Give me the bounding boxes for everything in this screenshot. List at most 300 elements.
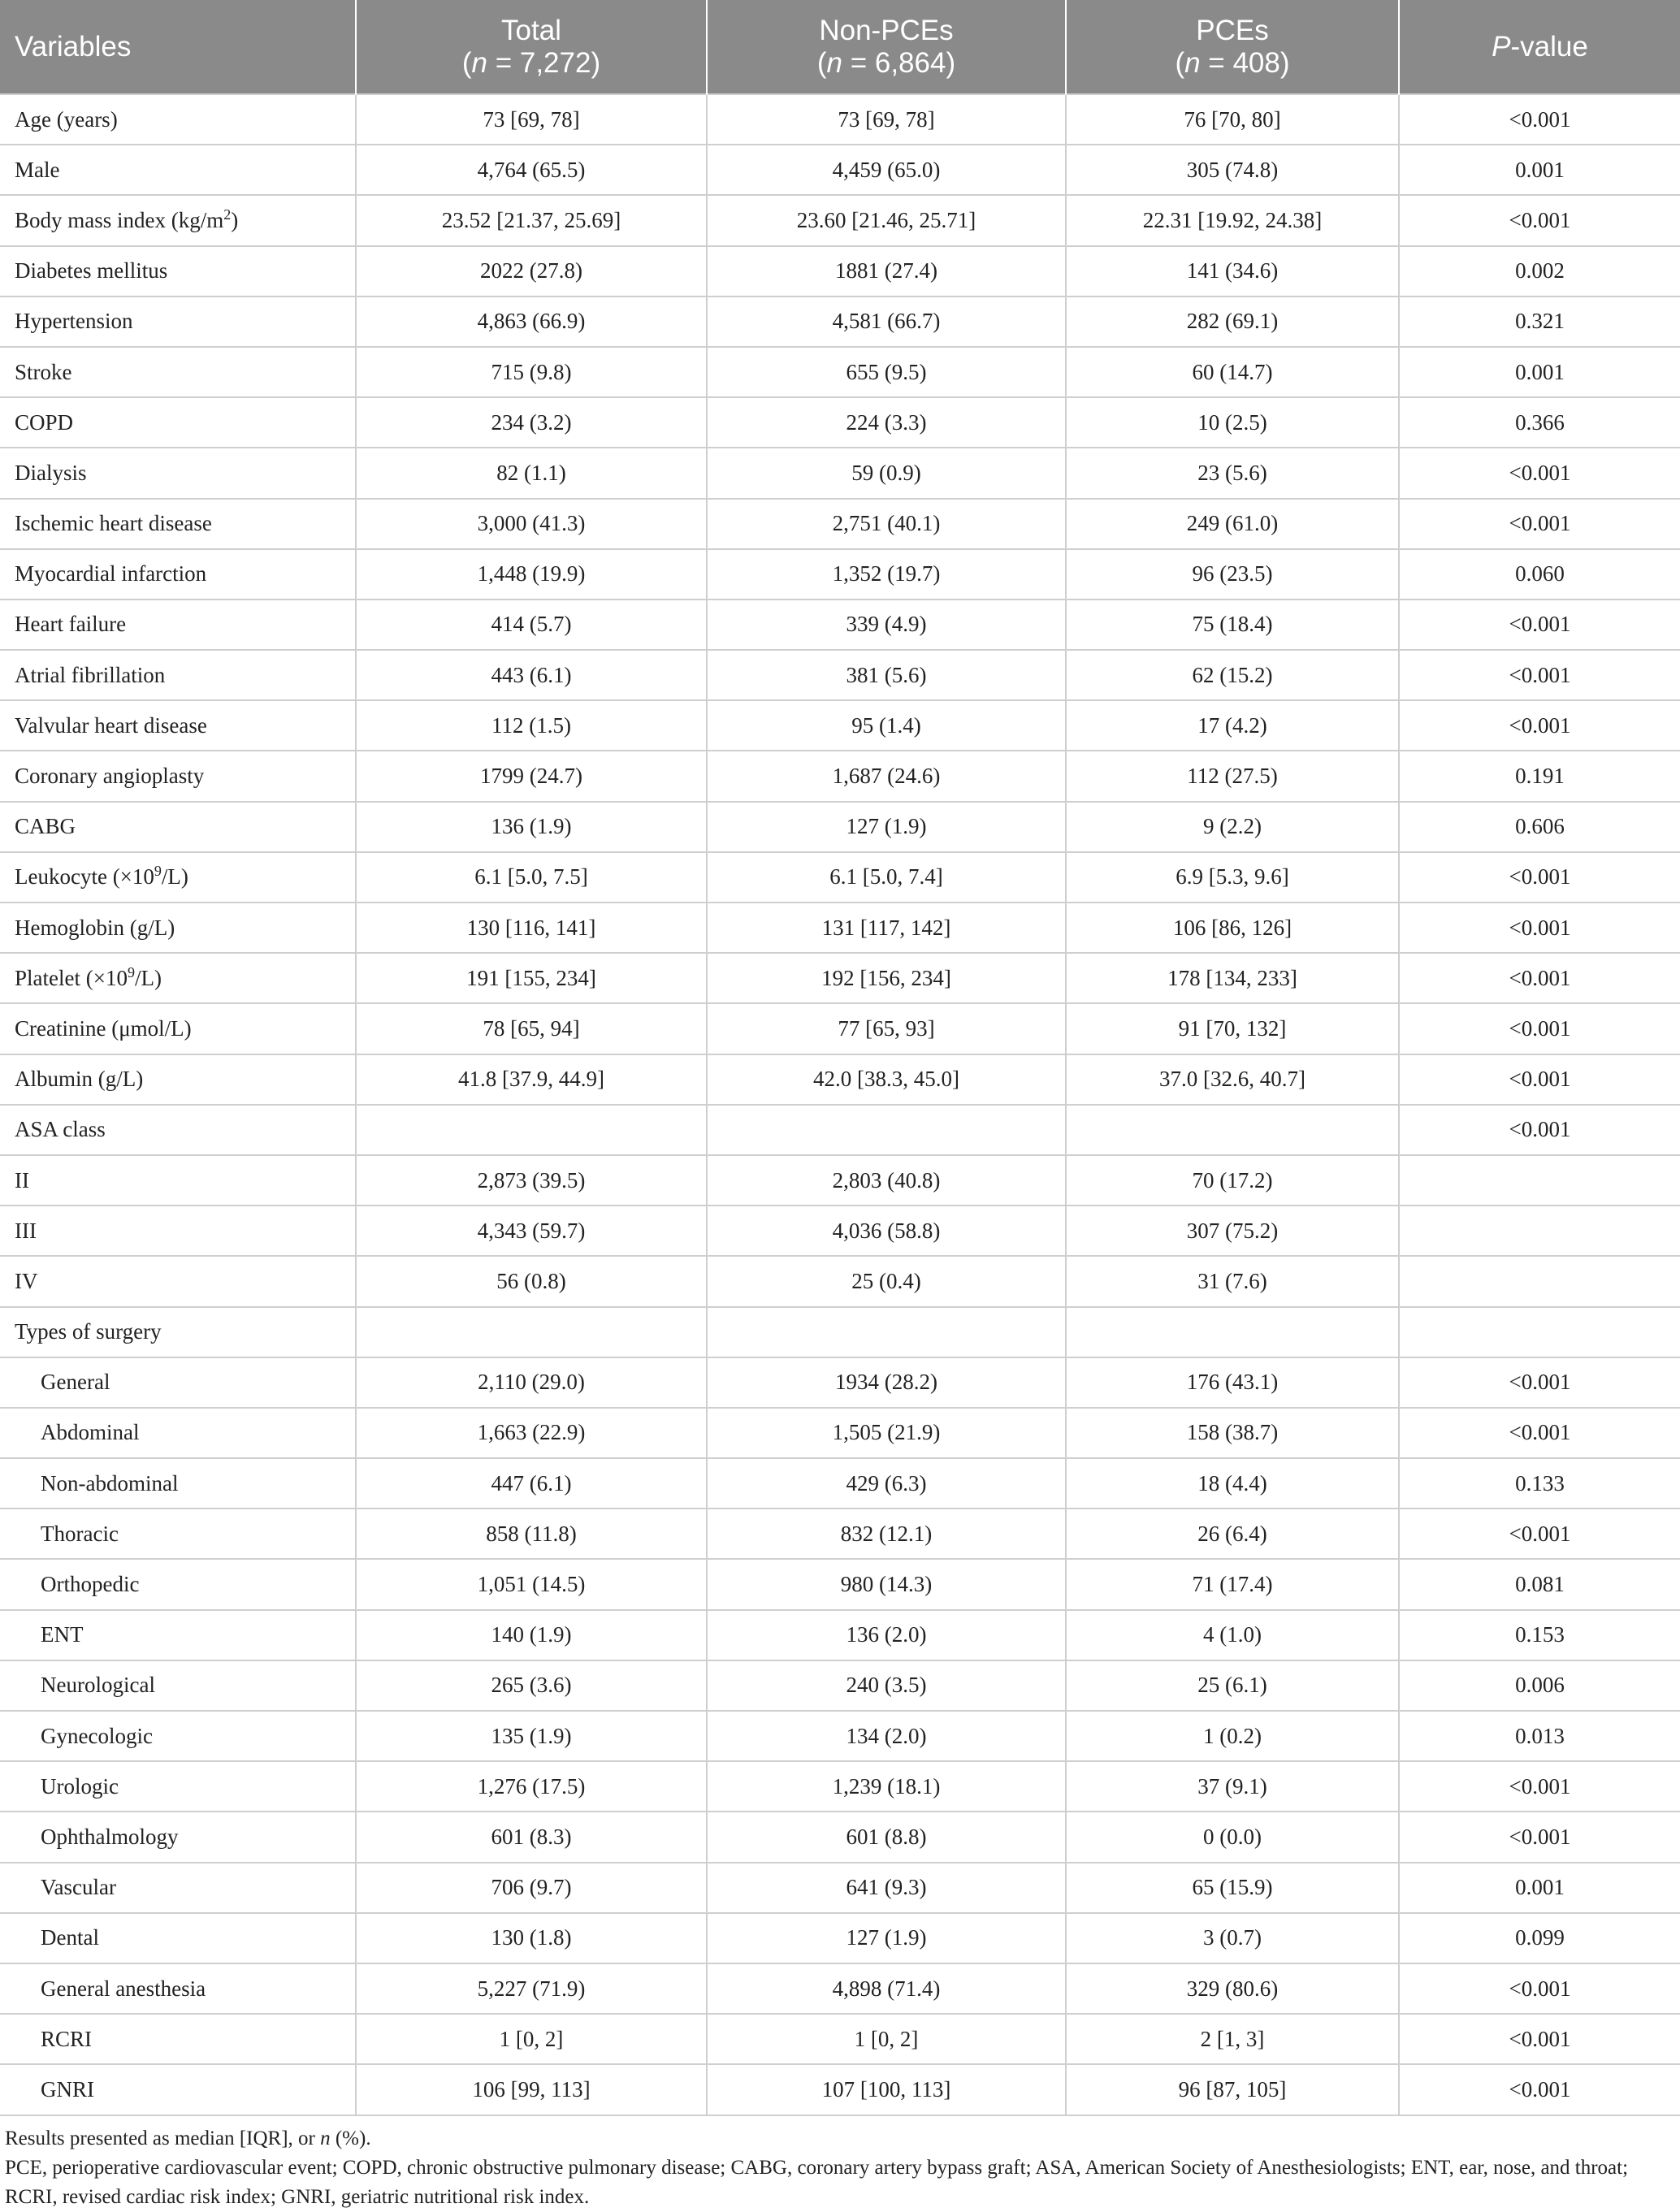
p-value-cell: 0.001 — [1399, 1863, 1680, 1913]
p-value-cell: <0.001 — [1399, 1408, 1680, 1458]
variable-cell — [0, 700, 356, 751]
total-cell: 265 (3.6) — [356, 1660, 707, 1711]
total-cell: 6.1 [5.0, 7.5] — [356, 852, 707, 903]
header-non-pces — [707, 0, 1066, 94]
non-pces-cell: 601 (8.8) — [707, 1812, 1066, 1862]
table-row — [0, 600, 1680, 650]
footnote-results-before: Results presented as median [IQR], or — [5, 2127, 321, 2149]
total-cell: 715 (9.8) — [356, 347, 707, 397]
variable-cell — [0, 1003, 356, 1054]
non-pces-cell: 73 [69, 78] — [707, 94, 1066, 145]
pces-cell: 37.0 [32.6, 40.7] — [1066, 1054, 1399, 1105]
table-row — [0, 1357, 1680, 1408]
variable-cell — [0, 1105, 356, 1155]
variable-label: Age (years) — [15, 106, 118, 132]
p-value-cell: <0.001 — [1399, 195, 1680, 245]
variable-label: III — [15, 1218, 37, 1243]
pces-cell: 2 [1, 3] — [1066, 2014, 1399, 2064]
variable-label: Vascular — [41, 1875, 116, 1900]
pces-cell: 158 (38.7) — [1066, 1408, 1399, 1458]
variable-label: Thoracic — [41, 1521, 119, 1546]
pces-cell: 31 (7.6) — [1066, 1256, 1399, 1306]
variable-label: Neurological — [41, 1673, 155, 1698]
pces-cell: 70 (17.2) — [1066, 1155, 1399, 1206]
p-value-cell: <0.001 — [1399, 903, 1680, 953]
total-cell: 130 [116, 141] — [356, 903, 707, 953]
pces-cell: 6.9 [5.3, 9.6] — [1066, 852, 1399, 903]
table-row — [0, 94, 1680, 145]
pces-cell: 329 (80.6) — [1066, 1963, 1399, 2014]
p-value-cell: <0.001 — [1399, 1812, 1680, 1862]
variable-cell — [0, 1610, 356, 1660]
table-row — [0, 2064, 1680, 2115]
non-pces-cell: 429 (6.3) — [707, 1458, 1066, 1509]
pces-cell: 26 (6.4) — [1066, 1509, 1399, 1559]
variable-label: Ophthalmology — [41, 1824, 179, 1849]
variable-label: General anesthesia — [41, 1976, 206, 2001]
table-row — [0, 751, 1680, 801]
table-row — [0, 1458, 1680, 1509]
p-value-cell: <0.001 — [1399, 1761, 1680, 1812]
pces-cell: 282 (69.1) — [1066, 297, 1399, 347]
variable-cell — [0, 1559, 356, 1609]
variable-label: Body mass index (kg/m — [15, 207, 224, 232]
non-pces-cell: 131 [117, 142] — [707, 903, 1066, 953]
total-cell: 78 [65, 94] — [356, 1003, 707, 1054]
variable-label: Stroke — [15, 359, 72, 384]
total-cell: 73 [69, 78] — [356, 94, 707, 145]
header-pces — [1066, 0, 1399, 94]
table-row — [0, 499, 1680, 549]
p-value-cell: 0.001 — [1399, 145, 1680, 195]
table-row — [0, 2014, 1680, 2064]
table-row — [0, 347, 1680, 397]
total-cell: 4,764 (65.5) — [356, 145, 707, 195]
total-cell: 706 (9.7) — [356, 1863, 707, 1913]
p-value-cell: 0.606 — [1399, 802, 1680, 852]
non-pces-cell: 1 [0, 2] — [707, 2014, 1066, 2064]
non-pces-cell: 134 (2.0) — [707, 1711, 1066, 1761]
variable-label: Dialysis — [15, 460, 87, 485]
header-p-symbol: P — [1492, 30, 1511, 63]
pces-cell: 96 (23.5) — [1066, 549, 1399, 600]
non-pces-cell: 107 [100, 113] — [707, 2064, 1066, 2115]
table-row — [0, 852, 1680, 903]
p-value-cell: 0.321 — [1399, 297, 1680, 347]
variable-cell — [0, 1913, 356, 1963]
header-variables — [0, 0, 356, 94]
variable-label: Abdominal — [41, 1420, 140, 1445]
pces-cell: 3 (0.7) — [1066, 1913, 1399, 1963]
variable-label-superscript: 9 — [127, 963, 135, 980]
table-footnotes — [0, 2116, 1680, 2212]
header-row — [0, 0, 1680, 94]
total-cell: 2,873 (39.5) — [356, 1155, 707, 1206]
non-pces-cell: 381 (5.6) — [707, 650, 1066, 700]
footnote-results — [5, 2124, 1675, 2154]
total-cell: 112 (1.5) — [356, 700, 707, 751]
table-row — [0, 1003, 1680, 1054]
table-row — [0, 397, 1680, 448]
total-cell — [356, 1105, 707, 1155]
variable-cell — [0, 1458, 356, 1509]
variable-cell — [0, 499, 356, 549]
variable-cell — [0, 1357, 356, 1408]
variable-cell — [0, 549, 356, 600]
non-pces-cell: 2,803 (40.8) — [707, 1155, 1066, 1206]
table-row — [0, 1963, 1680, 2014]
header-total-n: (n = 7,272) — [461, 46, 601, 79]
non-pces-cell: 832 (12.1) — [707, 1509, 1066, 1559]
table-row — [0, 1559, 1680, 1609]
footnote-results-n: n — [320, 2127, 331, 2149]
pces-cell: 178 [134, 233] — [1066, 953, 1399, 1003]
variable-cell — [0, 650, 356, 700]
header-non-pces-n: (n = 6,864) — [816, 46, 956, 79]
table-row — [0, 1812, 1680, 1862]
variable-cell — [0, 1509, 356, 1559]
variable-cell — [0, 195, 356, 245]
p-value-cell: <0.001 — [1399, 650, 1680, 700]
total-cell: 443 (6.1) — [356, 650, 707, 700]
table-row — [0, 650, 1680, 700]
header-pces-n-value: = 408) — [1200, 46, 1290, 79]
table-row — [0, 448, 1680, 498]
pces-cell: 65 (15.9) — [1066, 1863, 1399, 1913]
pces-cell: 25 (6.1) — [1066, 1660, 1399, 1711]
p-value-cell: <0.001 — [1399, 1105, 1680, 1155]
variable-label-suffix: /L) — [161, 864, 188, 890]
non-pces-cell: 4,898 (71.4) — [707, 1963, 1066, 2014]
header-pces-n: (n = 408) — [1175, 46, 1290, 79]
variable-label: Ischemic heart disease — [15, 511, 212, 536]
non-pces-cell: 6.1 [5.0, 7.4] — [707, 852, 1066, 903]
header-total-n-value: = 7,272) — [487, 46, 601, 79]
variable-cell — [0, 1963, 356, 2014]
pces-cell: 9 (2.2) — [1066, 802, 1399, 852]
variable-label: Myocardial infarction — [15, 561, 207, 587]
variable-cell — [0, 2064, 356, 2115]
p-value-cell: <0.001 — [1399, 1054, 1680, 1105]
variable-label: Hemoglobin (g/L) — [15, 915, 175, 940]
variable-label: GNRI — [41, 2076, 94, 2102]
variable-label-superscript: 2 — [223, 206, 232, 223]
variable-label-suffix: /L) — [134, 965, 162, 990]
variable-cell — [0, 1206, 356, 1256]
p-value-cell: 0.001 — [1399, 347, 1680, 397]
variable-label: Valvular heart disease — [15, 712, 207, 738]
table-row — [0, 1105, 1680, 1155]
p-value-cell: 0.191 — [1399, 751, 1680, 801]
header-pces-label: PCEs — [1196, 14, 1269, 46]
variable-cell — [0, 297, 356, 347]
non-pces-cell: 339 (4.9) — [707, 600, 1066, 650]
variable-cell — [0, 1307, 356, 1357]
variable-label: CABG — [15, 814, 76, 839]
non-pces-cell: 1934 (28.2) — [707, 1357, 1066, 1408]
non-pces-cell: 224 (3.3) — [707, 397, 1066, 448]
table-row — [0, 1610, 1680, 1660]
total-cell: 140 (1.9) — [356, 1610, 707, 1660]
p-value-cell: <0.001 — [1399, 953, 1680, 1003]
total-cell: 106 [99, 113] — [356, 2064, 707, 2115]
header-variables-label: Variables — [15, 30, 132, 63]
variable-cell — [0, 852, 356, 903]
variable-label: Albumin (g/L) — [15, 1067, 144, 1092]
p-value-cell — [1399, 1206, 1680, 1256]
total-cell: 3,000 (41.3) — [356, 499, 707, 549]
pces-cell: 176 (43.1) — [1066, 1357, 1399, 1408]
p-value-cell: 0.133 — [1399, 1458, 1680, 1509]
p-value-cell: <0.001 — [1399, 1003, 1680, 1054]
pces-cell: 22.31 [19.92, 24.38] — [1066, 195, 1399, 245]
p-value-cell: <0.001 — [1399, 1509, 1680, 1559]
header-total-label: Total — [501, 14, 561, 46]
table-row — [0, 1256, 1680, 1306]
pces-cell: 1 (0.2) — [1066, 1711, 1399, 1761]
non-pces-cell: 127 (1.9) — [707, 1913, 1066, 1963]
p-value-cell: <0.001 — [1399, 1357, 1680, 1408]
total-cell — [356, 1307, 707, 1357]
non-pces-cell: 192 [156, 234] — [707, 953, 1066, 1003]
non-pces-cell: 127 (1.9) — [707, 802, 1066, 852]
non-pces-cell: 1,239 (18.1) — [707, 1761, 1066, 1812]
total-cell: 23.52 [21.37, 25.69] — [356, 195, 707, 245]
table-row — [0, 802, 1680, 852]
variable-label: Male — [15, 157, 60, 182]
total-cell: 1,448 (19.9) — [356, 549, 707, 600]
pces-cell: 0 (0.0) — [1066, 1812, 1399, 1862]
pces-cell: 10 (2.5) — [1066, 397, 1399, 448]
total-cell: 4,863 (66.9) — [356, 297, 707, 347]
non-pces-cell: 240 (3.5) — [707, 1660, 1066, 1711]
pces-cell: 62 (15.2) — [1066, 650, 1399, 700]
p-value-cell: <0.001 — [1399, 499, 1680, 549]
total-cell: 4,343 (59.7) — [356, 1206, 707, 1256]
table-row — [0, 1660, 1680, 1711]
variable-cell — [0, 94, 356, 145]
table-row — [0, 1863, 1680, 1913]
header-pces-n-symbol: n — [1184, 46, 1201, 79]
variable-label: Platelet (×10 — [15, 965, 128, 990]
p-value-cell: 0.006 — [1399, 1660, 1680, 1711]
p-value-cell: 0.099 — [1399, 1913, 1680, 1963]
non-pces-cell: 23.60 [21.46, 25.71] — [707, 195, 1066, 245]
total-cell: 234 (3.2) — [356, 397, 707, 448]
p-value-cell — [1399, 1155, 1680, 1206]
table-row — [0, 953, 1680, 1003]
non-pces-cell: 42.0 [38.3, 45.0] — [707, 1054, 1066, 1105]
total-cell: 1,663 (22.9) — [356, 1408, 707, 1458]
table-row — [0, 1307, 1680, 1357]
table-row — [0, 1509, 1680, 1559]
variable-cell — [0, 1660, 356, 1711]
variable-cell — [0, 145, 356, 195]
footnote-results-after: (%). — [330, 2127, 371, 2149]
total-cell: 601 (8.3) — [356, 1812, 707, 1862]
pces-cell: 91 [70, 132] — [1066, 1003, 1399, 1054]
variable-label: Heart failure — [15, 612, 127, 637]
total-cell: 1,276 (17.5) — [356, 1761, 707, 1812]
total-cell: 2,110 (29.0) — [356, 1357, 707, 1408]
table-header — [0, 0, 1680, 94]
total-cell: 447 (6.1) — [356, 1458, 707, 1509]
p-value-cell: 0.081 — [1399, 1559, 1680, 1609]
total-cell: 858 (11.8) — [356, 1509, 707, 1559]
p-value-cell: <0.001 — [1399, 94, 1680, 145]
table-row — [0, 195, 1680, 245]
table-row — [0, 246, 1680, 297]
total-cell: 1 [0, 2] — [356, 2014, 707, 2064]
variable-label: Coronary angioplasty — [15, 764, 205, 789]
total-cell: 1799 (24.7) — [356, 751, 707, 801]
variable-label: Diabetes mellitus — [15, 258, 168, 284]
pces-cell: 75 (18.4) — [1066, 600, 1399, 650]
pces-cell: 60 (14.7) — [1066, 347, 1399, 397]
variable-cell — [0, 1812, 356, 1862]
p-value-cell: 0.153 — [1399, 1610, 1680, 1660]
variable-label: ASA class — [15, 1117, 106, 1142]
variable-label: Gynecologic — [41, 1723, 153, 1748]
variable-label: Leukocyte (×10 — [15, 864, 154, 890]
variable-label: Dental — [41, 1925, 99, 1950]
total-cell: 136 (1.9) — [356, 802, 707, 852]
pces-cell: 23 (5.6) — [1066, 448, 1399, 498]
variable-cell — [0, 1155, 356, 1206]
table-row — [0, 145, 1680, 195]
p-value-cell: <0.001 — [1399, 600, 1680, 650]
header-p-value — [1399, 0, 1680, 94]
table-row — [0, 700, 1680, 751]
total-cell: 414 (5.7) — [356, 600, 707, 650]
variable-cell — [0, 802, 356, 852]
total-cell: 41.8 [37.9, 44.9] — [356, 1054, 707, 1105]
total-cell: 135 (1.9) — [356, 1711, 707, 1761]
total-cell: 130 (1.8) — [356, 1913, 707, 1963]
pces-cell: 4 (1.0) — [1066, 1610, 1399, 1660]
non-pces-cell: 655 (9.5) — [707, 347, 1066, 397]
table-row — [0, 1913, 1680, 1963]
table-row — [0, 1711, 1680, 1761]
table-body — [0, 94, 1680, 2115]
variable-cell — [0, 953, 356, 1003]
non-pces-cell: 1,352 (19.7) — [707, 549, 1066, 600]
variable-cell — [0, 2014, 356, 2064]
header-non-pces-n-symbol: n — [826, 46, 842, 79]
pces-cell: 305 (74.8) — [1066, 145, 1399, 195]
p-value-cell: <0.001 — [1399, 2064, 1680, 2115]
p-value-cell: <0.001 — [1399, 1963, 1680, 2014]
non-pces-cell: 136 (2.0) — [707, 1610, 1066, 1660]
variable-label: Hypertension — [15, 309, 133, 334]
variable-cell — [0, 448, 356, 498]
variable-label: General — [41, 1370, 110, 1395]
variable-cell — [0, 751, 356, 801]
pces-cell — [1066, 1105, 1399, 1155]
total-cell: 2022 (27.8) — [356, 246, 707, 297]
variable-cell — [0, 600, 356, 650]
variable-label: COPD — [15, 409, 74, 435]
variable-cell — [0, 246, 356, 297]
variable-label: Orthopedic — [41, 1572, 140, 1597]
pces-cell — [1066, 1307, 1399, 1357]
total-cell: 5,227 (71.9) — [356, 1963, 707, 2014]
non-pces-cell: 980 (14.3) — [707, 1559, 1066, 1609]
variable-label: IV — [15, 1268, 38, 1293]
variable-cell — [0, 1408, 356, 1458]
p-value-cell — [1399, 1256, 1680, 1306]
table-row — [0, 903, 1680, 953]
variable-label: Creatinine (μmol/L) — [15, 1015, 192, 1041]
non-pces-cell: 1,505 (21.9) — [707, 1408, 1066, 1458]
table-row — [0, 549, 1680, 600]
non-pces-cell: 59 (0.9) — [707, 448, 1066, 498]
non-pces-cell: 4,459 (65.0) — [707, 145, 1066, 195]
table-row — [0, 1054, 1680, 1105]
variable-cell — [0, 397, 356, 448]
variable-cell — [0, 1863, 356, 1913]
pces-cell: 141 (34.6) — [1066, 246, 1399, 297]
non-pces-cell: 77 [65, 93] — [707, 1003, 1066, 1054]
pces-cell: 17 (4.2) — [1066, 700, 1399, 751]
variable-label-suffix: ) — [231, 207, 239, 232]
header-total-n-symbol: n — [471, 46, 487, 79]
table-row — [0, 297, 1680, 347]
header-total — [356, 0, 707, 94]
pces-cell: 71 (17.4) — [1066, 1559, 1399, 1609]
variable-label: RCRI — [41, 2026, 93, 2051]
pces-cell: 112 (27.5) — [1066, 751, 1399, 801]
p-value-cell: <0.001 — [1399, 852, 1680, 903]
table-row — [0, 1408, 1680, 1458]
total-cell: 191 [155, 234] — [356, 953, 707, 1003]
p-value-cell: 0.366 — [1399, 397, 1680, 448]
table-row — [0, 1206, 1680, 1256]
total-cell: 82 (1.1) — [356, 448, 707, 498]
header-non-pces-label: Non-PCEs — [819, 14, 954, 46]
non-pces-cell: 641 (9.3) — [707, 1863, 1066, 1913]
p-value-cell — [1399, 1307, 1680, 1357]
table-row — [0, 1155, 1680, 1206]
pces-cell: 37 (9.1) — [1066, 1761, 1399, 1812]
p-value-cell: <0.001 — [1399, 2014, 1680, 2064]
non-pces-cell: 4,581 (66.7) — [707, 297, 1066, 347]
total-cell: 56 (0.8) — [356, 1256, 707, 1306]
variable-label-superscript: 9 — [154, 863, 162, 880]
pces-cell: 96 [87, 105] — [1066, 2064, 1399, 2115]
p-value-cell: 0.002 — [1399, 246, 1680, 297]
non-pces-cell: 1,687 (24.6) — [707, 751, 1066, 801]
pces-cell: 18 (4.4) — [1066, 1458, 1399, 1509]
variable-cell — [0, 1256, 356, 1306]
non-pces-cell — [707, 1105, 1066, 1155]
non-pces-cell: 1881 (27.4) — [707, 246, 1066, 297]
header-non-pces-n-value: = 6,864) — [842, 46, 956, 79]
variable-label: Types of surgery — [15, 1319, 162, 1344]
header-p-value-label: -value — [1510, 30, 1588, 63]
variable-label: Atrial fibrillation — [15, 662, 166, 687]
variable-cell — [0, 347, 356, 397]
table-row — [0, 1761, 1680, 1812]
variable-cell — [0, 1711, 356, 1761]
non-pces-cell: 4,036 (58.8) — [707, 1206, 1066, 1256]
pces-cell: 76 [70, 80] — [1066, 94, 1399, 145]
footnote-abbreviations: PCE, perioperative cardiovascular event; COPD, chronic obstructive pulmonary disease; CABG, coronary artery bypass graft; ASA, American Society of Anesthesiologists; ENT, ear, nose, and throat; RCRI, revised cardiac risk index; GNRI, geriatric nutritional risk index. — [5, 2156, 1629, 2208]
variable-cell — [0, 903, 356, 953]
p-value-cell: 0.060 — [1399, 549, 1680, 600]
variable-label: II — [15, 1167, 29, 1193]
pces-cell: 249 (61.0) — [1066, 499, 1399, 549]
